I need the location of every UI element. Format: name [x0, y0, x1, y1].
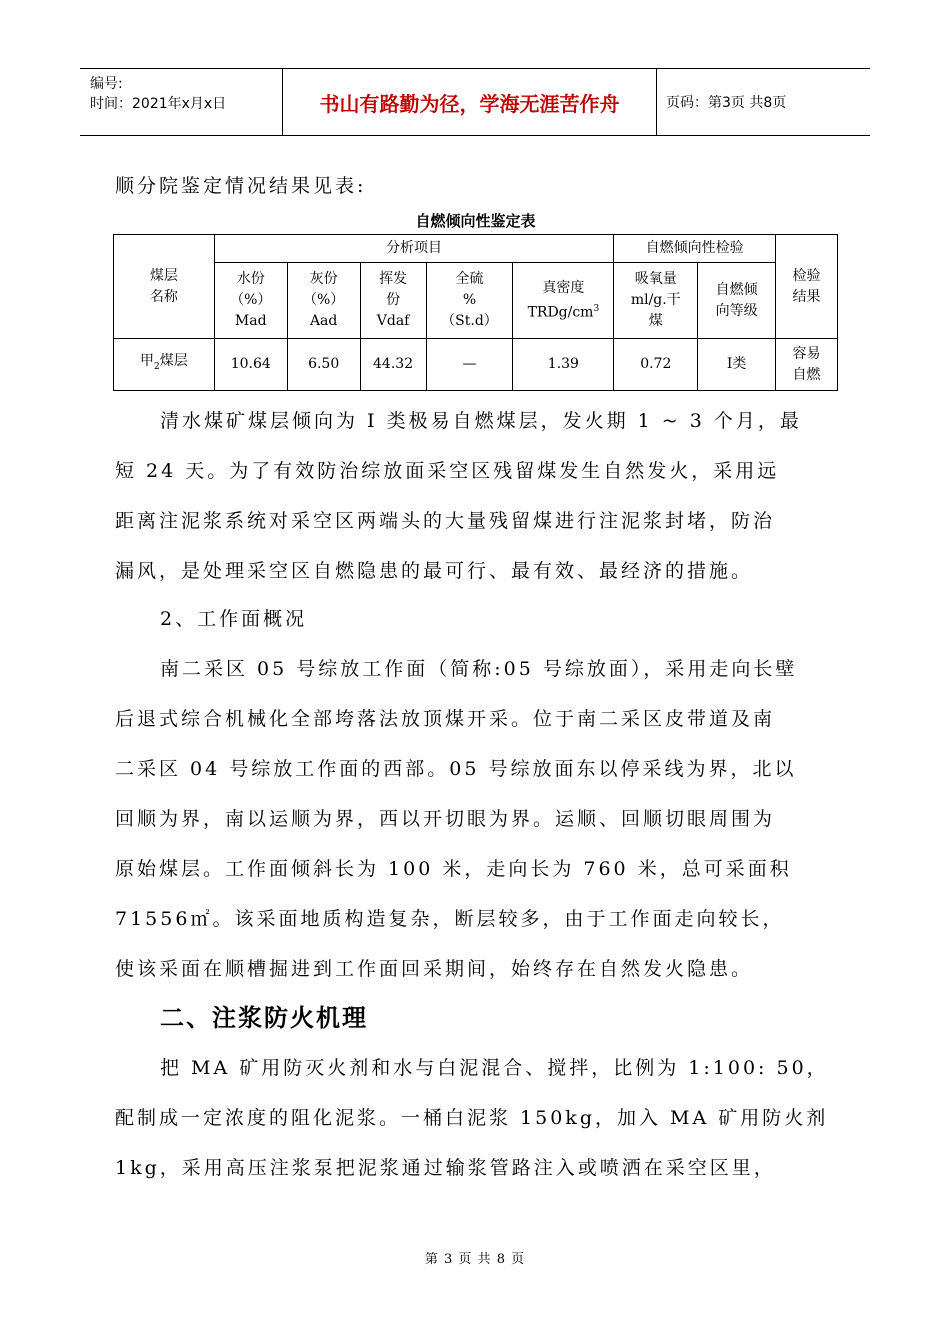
- coal-tendency-table: [113, 234, 838, 391]
- subheading-workface: 2、工作面概况: [160, 608, 308, 630]
- col-result: 检验结果: [776, 235, 838, 339]
- doc-date: 时间：2021年x月x日: [90, 96, 227, 112]
- cell-sulfur: —: [426, 339, 513, 391]
- paragraph-workface: 南二采区 05 号综放工作面（简称:05 号综放面），采用走向长壁 后退式综合机械化全部垮落法放顶煤开采。位于南二采区皮带道及南 二采区 04 号综放工作面的西部。05 号综放面东以停采线为界，北以 回顺为界，南以运顺为界，西以开切眼为界。运顺、回顺切眼周围为 原始煤层。工作面倾斜长为 100 米，走向长为 760 米，总可采面积 71556㎡。该采面地质构造复杂，断层较多，由于工作面走向较长， 使该采面在顺槽掘进到工作面回采期间，始终存在自然发火隐患。: [115, 658, 798, 980]
- col-sulfur: 全硫 % （St.d）: [426, 263, 513, 339]
- paragraph-risk: 清水煤矿煤层倾向为 I 类极易自燃煤层，发火期 1 ~ 3 个月，最 短 24 天。为了有效防治综放面采空区残留煤发生自然发火，采用远 距离注泥浆系统对采空区两端头的大量残留煤进行注泥浆封堵，防治 漏风，是处理采空区自燃隐患的最可行、最有效、最经济的措施。: [115, 410, 802, 582]
- page-header: [80, 68, 870, 136]
- group-analysis: 分析项目: [214, 235, 614, 263]
- table-header-row-2: [114, 263, 838, 339]
- cell-oxygen: 0.72: [614, 339, 698, 391]
- header-page-info: 页码：第3页 共8页: [666, 95, 787, 111]
- intro-text: 顺分院鉴定情况结果见表:: [115, 175, 367, 197]
- cell-density: 1.39: [513, 339, 614, 391]
- cell-grade: I类: [698, 339, 776, 391]
- cell-volatile: 44.32: [360, 339, 426, 391]
- header-motto-cell: [283, 69, 657, 135]
- cell-moisture: 10.64: [214, 339, 287, 391]
- page-footer: 第 3 页 共 8 页: [424, 1252, 526, 1267]
- section-heading: 二、注浆防火机理: [160, 1004, 368, 1032]
- col-seam-name: 煤层名称: [114, 235, 215, 339]
- col-density: 真密度 TRDg/$cm^3$: [513, 263, 614, 339]
- paragraph-mechanism: 把 MA 矿用防灭火剂和水与白泥混合、搅拌，比例为 1:100: 50， 配制成一定浓度的阻化泥浆。一桶白泥浆 150kg，加入 MA 矿用防火剂 1kg，采用高压注浆泵把泥浆通过输浆管路注入或喷洒在采空区里，: [115, 1057, 829, 1179]
- doc-number-label: 编号:: [90, 76, 123, 92]
- group-tendency: 自燃倾向性检验: [614, 235, 776, 263]
- col-volatile: 挥发 份 Vdaf: [360, 263, 426, 339]
- cell-ash: 6.50: [287, 339, 360, 391]
- table-row: [114, 339, 838, 391]
- header-motto: 书山有路勤为径，学海无涯苦作舟: [319, 91, 620, 116]
- col-ash: 灰份 （%） Aad: [287, 263, 360, 339]
- col-oxygen: 吸氧量 ml/g.干 煤: [614, 263, 698, 339]
- table-header-row-1: [114, 235, 838, 263]
- col-moisture: 水份 （%） Mad: [214, 263, 287, 339]
- cell-seam: 甲$_2$煤层: [114, 339, 215, 391]
- col-grade: 自燃倾 向等级: [698, 263, 776, 339]
- cell-result: 容易 自燃: [776, 339, 838, 391]
- table-title: 自燃倾向性鉴定表: [415, 212, 536, 230]
- header-meta: [80, 69, 283, 135]
